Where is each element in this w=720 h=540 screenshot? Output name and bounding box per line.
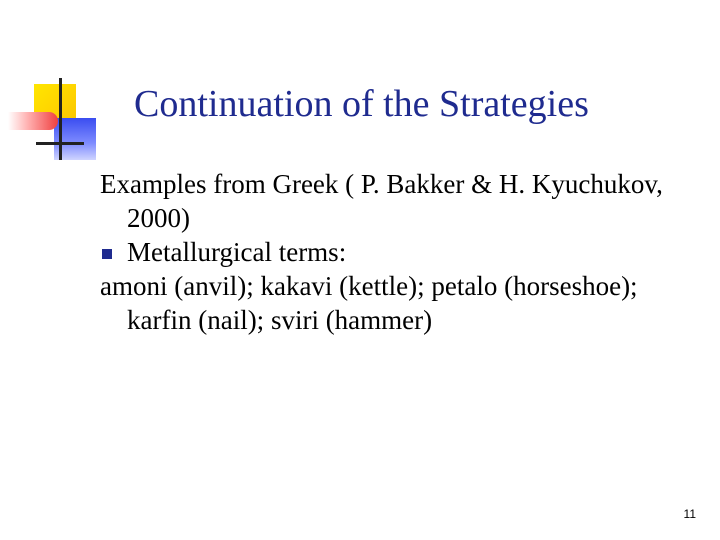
logo-red-bar (8, 112, 58, 130)
page-number: 11 (683, 507, 696, 521)
slide-body (100, 167, 700, 337)
bullet-label: Metallurgical terms: (127, 237, 347, 267)
slide-logo-icon (0, 0, 110, 170)
logo-vertical-line (59, 78, 62, 160)
logo-horizontal-line (36, 142, 84, 145)
examples-paragraph: Examples from Greek ( P. Bakker & H. Kyuchukov, 2000) (100, 169, 663, 233)
bullet-item (100, 235, 700, 269)
slide-title: Continuation of the Strategies (134, 83, 589, 125)
square-bullet-icon (102, 249, 112, 259)
terms-paragraph: amoni (anvil); kakavi (kettle); petalo (horseshoe); karfin (nail); sviri (hammer) (100, 271, 638, 335)
